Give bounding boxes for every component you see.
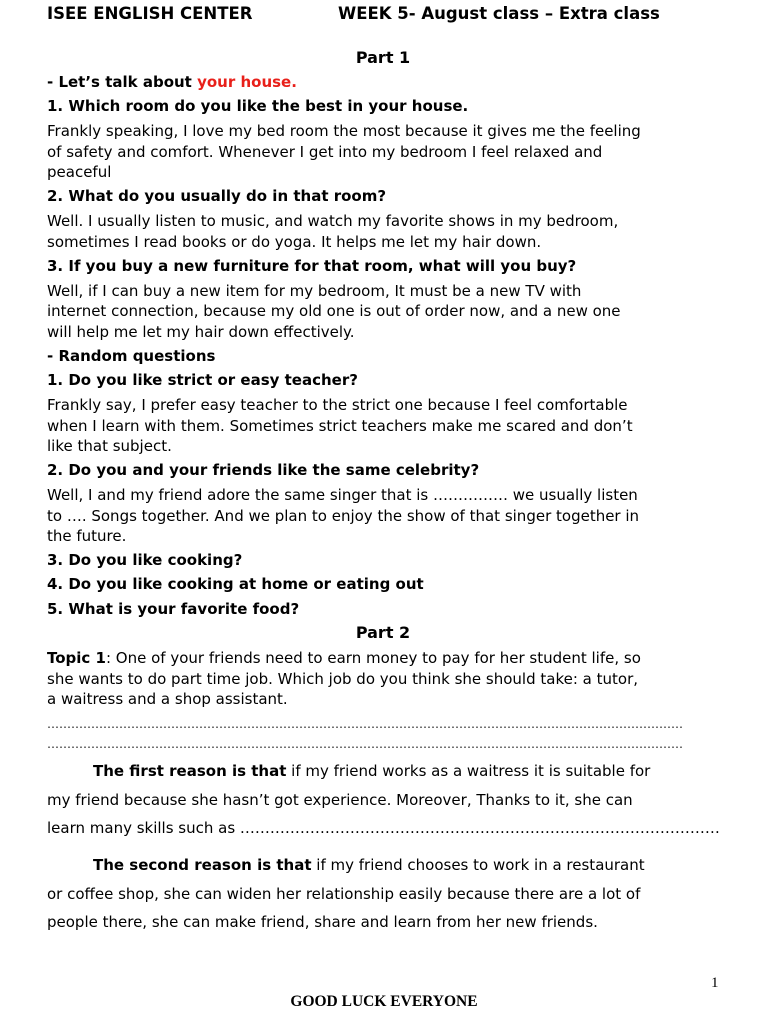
random-answer-2-line-3: the future. <box>47 527 127 545</box>
answer-1-line-3: peaceful <box>47 163 112 181</box>
random-question-1: 1. Do you like strict or easy teacher? <box>47 371 358 389</box>
center-name: ISEE ENGLISH CENTER <box>47 4 253 23</box>
week-title: WEEK 5- August class – Extra class <box>338 4 660 23</box>
random-answer-2-line-2: to …. Songs together. And we plan to enjoy the show of that singer together in <box>47 507 640 525</box>
reason-1-line-3: learn many skills such as …………………………………………………………………………………… <box>47 819 720 838</box>
random-answer-2-line-1: Well, I and my friend adore the same singer that is …………… we usually listen <box>47 486 638 504</box>
random-question-4: 4. Do you like cooking at home or eating out <box>47 575 424 593</box>
answer-3-line-3: will help me let my hair down effectively. <box>47 323 355 341</box>
footer-text: GOOD LUCK EVERYONE <box>290 993 478 1010</box>
random-questions-heading: - Random questions <box>47 347 216 365</box>
reason-1-line-2: my friend because she hasn’t got experience. Moreover, Thanks to it, she can <box>47 790 633 809</box>
reason-1-line-1 <box>47 757 727 786</box>
reason-2-line-3: people there, she can make friend, share and learn from her new friends. <box>47 913 598 932</box>
topic-highlight: your house. <box>197 73 297 91</box>
question-1: 1. Which room do you like the best in your house. <box>47 97 469 115</box>
answer-3-line-2: internet connection, because my old one is out of order now, and a new one <box>47 302 621 320</box>
page-number: 1 <box>711 975 719 991</box>
random-question-3: 3. Do you like cooking? <box>47 551 243 569</box>
answer-dotted-line-1: …………………………………………………………………………………………………………………………………………… <box>47 717 683 731</box>
answer-2-line-2: sometimes I read books or do yoga. It helps me let my hair down. <box>47 233 542 251</box>
reason-2-paragraph <box>47 851 727 937</box>
answer-2-line-1: Well. I usually listen to music, and watch my favorite shows in my bedroom, <box>47 212 619 230</box>
reason-1-text: if my friend works as a waitress it is suitable for <box>286 762 651 780</box>
topic-prefix: - Let’s talk about <box>47 73 198 91</box>
topic-1-line-2: she wants to do part time job. Which job do you think she should take: a tutor, <box>47 670 639 688</box>
reason-2-line-1 <box>47 851 727 880</box>
topic-1-line-1 <box>47 648 641 669</box>
reason-2-line-2: or coffee shop, she can widen her relationship easily because there are a lot of <box>47 884 641 903</box>
answer-3-line-1: Well, if I can buy a new item for my bedroom, It must be a new TV with <box>47 282 582 300</box>
random-answer-1-line-3: like that subject. <box>47 437 172 455</box>
reason-1-lead: The first reason is that <box>93 762 287 780</box>
answer-1-line-2: of safety and comfort. Whenever I get into my bedroom I feel relaxed and <box>47 143 603 161</box>
topic-1-line-3: a waitress and a shop assistant. <box>47 690 288 708</box>
random-answer-1-line-2: when I learn with them. Sometimes strict teachers make me scared and don’t <box>47 417 633 435</box>
random-answer-1-line-1: Frankly say, I prefer easy teacher to the strict one because I feel comfortable <box>47 396 628 414</box>
topic-heading <box>47 73 297 91</box>
random-question-5: 5. What is your favorite food? <box>47 600 300 618</box>
answer-1-line-1: Frankly speaking, I love my bed room the most because it gives me the feeling <box>47 122 641 140</box>
reason-1-paragraph <box>47 757 727 843</box>
question-3: 3. If you buy a new furniture for that room, what will you buy? <box>47 257 577 275</box>
topic-1-label: Topic 1 <box>47 649 106 667</box>
part2-title: Part 2 <box>355 623 411 642</box>
random-question-2: 2. Do you and your friends like the same celebrity? <box>47 461 480 479</box>
reason-2-text: if my friend chooses to work in a restaurant <box>311 856 645 874</box>
reason-2-lead: The second reason is that <box>93 856 312 874</box>
question-2: 2. What do you usually do in that room? <box>47 187 387 205</box>
topic-1-text: : One of your friends need to earn money to pay for her student life, so <box>105 649 641 667</box>
part1-title: Part 1 <box>355 48 411 67</box>
answer-dotted-line-2: …………………………………………………………………………………………………………………………………………… <box>47 737 683 751</box>
